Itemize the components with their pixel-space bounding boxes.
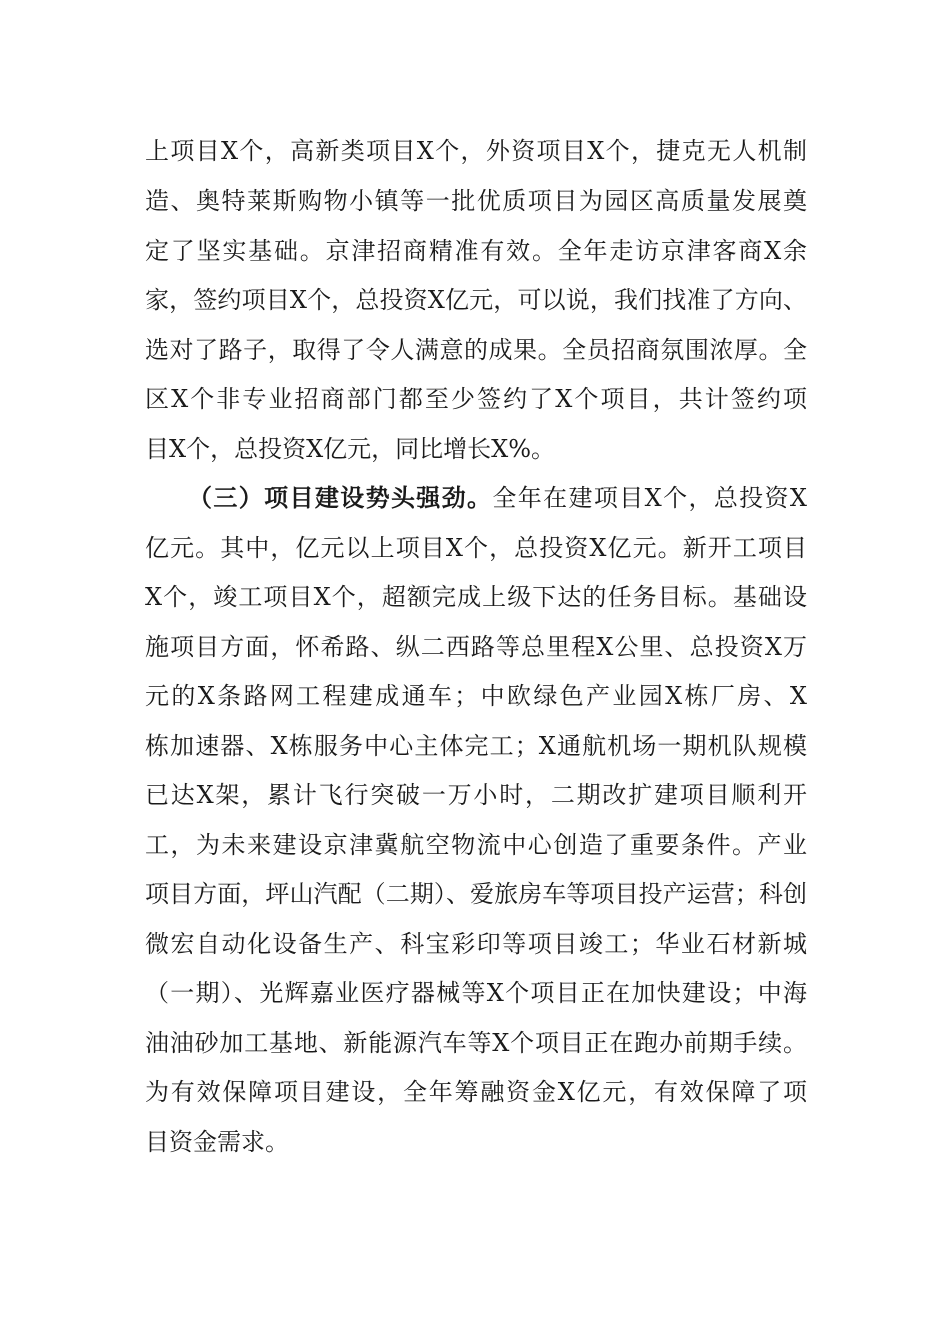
text-line: 亿元。其中，亿元以上项目X个，总投资X亿元。新开工项目 [145,534,807,562]
text-line: 工，为未来建设京津冀航空物流中心创造了重要条件。产业 [145,831,807,859]
text-line: 造、奥特莱斯购物小镇等一批优质项目为园区高质量发展奠 [145,187,807,215]
text-line: （一期）、光辉嘉业医疗器械等X个项目正在加快建设；中海 [145,979,807,1007]
text-line: 上项目X个，高新类项目X个，外资项目X个，捷克无人机制 [145,137,807,165]
text-line: 栋加速器、X栋服务中心主体完工；X通航机场一期机队规模 [145,732,807,760]
text-line: 目X个，总投资X亿元，同比增长X%。 [145,435,556,463]
text-line: 选对了路子，取得了令人满意的成果。全员招商氛围浓厚。全 [145,336,807,364]
text-line: X个，竣工项目X个，超额完成上级下达的任务目标。基础设 [145,583,807,611]
text-line: 为有效保障项目建设，全年筹融资金X亿元，有效保障了项 [145,1078,807,1106]
text-line: 已达X架，累计飞行突破一万小时，二期改扩建项目顺利开 [145,781,807,809]
text-line: 家，签约项目X个，总投资X亿元，可以说，我们找准了方向、 [145,286,807,314]
text-line: 定了坚实基础。京津招商精准有效。全年走访京津客商X余 [145,237,807,265]
text-line: 项目方面，坪山汽配（二期）、爱旅房车等项目投产运营；科创 [145,880,807,908]
section-heading: （三）项目建设势头强劲。 [188,483,493,512]
text-line: 元的X条路网工程建成通车；中欧绿色产业园X栋厂房、X [145,682,807,710]
section-heading-line [188,481,807,515]
text-line: 区X个非专业招商部门都至少签约了X个项目，共计签约项 [145,385,807,413]
text-line: 油油砂加工基地、新能源汽车等X个项目正在跑办前期手续。 [145,1029,807,1057]
text-line: 微宏自动化设备生产、科宝彩印等项目竣工；华业石材新城 [145,930,807,958]
text-run: 全年在建项目X个，总投资X [492,484,808,512]
text-line: 施项目方面，怀希路、纵二西路等总里程X公里、总投资X万 [145,633,807,661]
text-line: 目资金需求。 [145,1128,289,1156]
